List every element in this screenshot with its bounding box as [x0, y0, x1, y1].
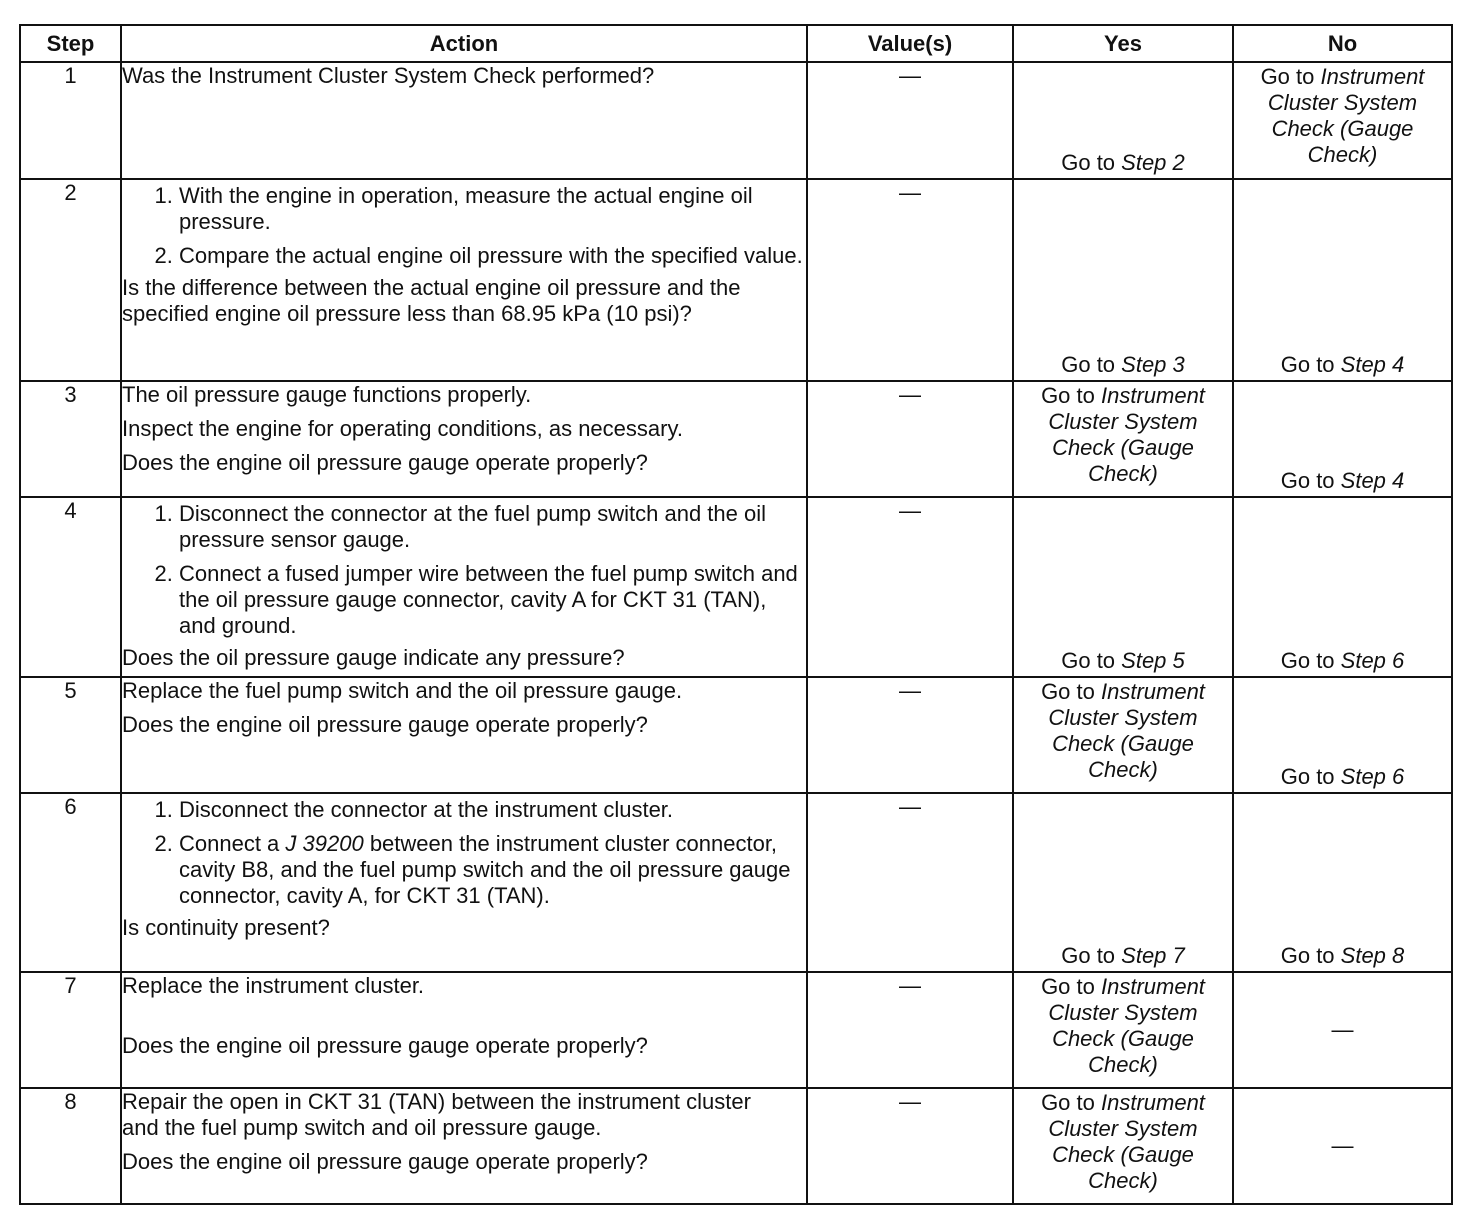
yes-link[interactable]: Go to Instrument Cluster System Check (Gauge Check) — [1041, 679, 1205, 782]
table-row — [20, 497, 1452, 677]
no-cell — [1233, 497, 1452, 677]
header-no: No — [1233, 25, 1452, 62]
value-cell: — — [807, 972, 1013, 1088]
list-item: 1. With the engine in operation, measure the actual engine oil pressure. — [179, 183, 806, 235]
yes-link[interactable]: Go to Step 2 — [1061, 150, 1185, 175]
no-link[interactable]: Go to Step 6 — [1280, 764, 1405, 789]
action-list — [122, 501, 806, 639]
yes-cell — [1013, 62, 1233, 179]
yes-cell — [1013, 497, 1233, 677]
action-question: Does the engine oil pressure gauge operate properly? — [122, 450, 648, 475]
table-row — [20, 381, 1452, 497]
value-cell: — — [807, 677, 1013, 793]
action-question: Does the oil pressure gauge indicate any pressure? — [122, 645, 625, 670]
no-cell — [1233, 179, 1452, 381]
action-cell — [121, 179, 807, 381]
table-row — [20, 793, 1452, 972]
no-value: — — [1331, 1133, 1354, 1158]
no-link[interactable]: Go to Step 4 — [1280, 468, 1405, 493]
table-row — [20, 677, 1452, 793]
tool-reference: J 39200 — [285, 831, 364, 856]
value-cell: — — [807, 381, 1013, 497]
step-number: 2 — [20, 179, 121, 381]
action-cell — [121, 677, 807, 793]
yes-cell — [1013, 972, 1233, 1088]
action-text: Repair the open in CKT 31 (TAN) between the instrument cluster and the fuel pump switch and oil pressure gauge. — [122, 1089, 751, 1140]
no-link[interactable]: Go to Instrument Cluster System Check (Gauge Check) — [1260, 64, 1425, 167]
action-text: Replace the instrument cluster. — [122, 973, 425, 998]
yes-cell — [1013, 179, 1233, 381]
list-item: 2. Connect a J 39200 between the instrument cluster connector, cavity B8, and the fuel pump switch and the oil pressure gauge connector, cavity A, for CKT 31 (TAN). — [179, 831, 806, 909]
step-number: 1 — [20, 62, 121, 179]
step-number: 3 — [20, 381, 121, 497]
no-cell — [1233, 677, 1452, 793]
action-cell — [121, 381, 807, 497]
no-cell — [1233, 62, 1452, 179]
action-list — [122, 797, 806, 909]
yes-cell — [1013, 677, 1233, 793]
step-number: 5 — [20, 677, 121, 793]
value-cell: — — [807, 793, 1013, 972]
step-number: 7 — [20, 972, 121, 1088]
yes-link[interactable]: Go to Instrument Cluster System Check (Gauge Check) — [1041, 1090, 1205, 1193]
table-row — [20, 179, 1452, 381]
yes-cell — [1013, 793, 1233, 972]
action-cell — [121, 62, 807, 179]
action-question: Does the engine oil pressure gauge operate properly? — [122, 1149, 648, 1174]
yes-cell — [1013, 1088, 1233, 1204]
yes-link[interactable]: Go to Step 3 — [1061, 352, 1185, 377]
action-cell — [121, 497, 807, 677]
list-item: 2. Compare the actual engine oil pressure with the specified value. — [179, 243, 806, 269]
no-cell — [1233, 1088, 1452, 1204]
action-question: Does the engine oil pressure gauge operate properly? — [122, 712, 648, 737]
list-item: 2. Connect a fused jumper wire between the fuel pump switch and the oil pressure gauge connector, cavity A for CKT 31 (TAN), and ground. — [179, 561, 806, 639]
no-value: — — [1331, 1017, 1354, 1042]
no-link[interactable]: Go to Step 8 — [1280, 943, 1405, 968]
yes-link[interactable]: Go to Instrument Cluster System Check (Gauge Check) — [1041, 974, 1205, 1077]
yes-link[interactable]: Go to Step 5 — [1061, 648, 1185, 673]
action-cell — [121, 1088, 807, 1204]
value-cell: — — [807, 179, 1013, 381]
action-question: Is the difference between the actual engine oil pressure and the specified engine oil pressure less than 68.95 kPa (10 psi)? — [122, 275, 741, 326]
value-cell: — — [807, 497, 1013, 677]
header-yes: Yes — [1013, 25, 1233, 62]
header-action: Action — [121, 25, 807, 62]
table-row — [20, 1088, 1452, 1204]
header-step: Step — [20, 25, 121, 62]
yes-cell — [1013, 381, 1233, 497]
no-link[interactable]: Go to Step 4 — [1280, 352, 1405, 377]
action-text: Inspect the engine for operating conditions, as necessary. — [122, 416, 683, 441]
action-cell — [121, 793, 807, 972]
table-row — [20, 972, 1452, 1088]
action-cell — [121, 972, 807, 1088]
action-list — [122, 183, 806, 269]
no-cell — [1233, 972, 1452, 1088]
diagnostic-table — [19, 24, 1453, 1205]
step-number: 4 — [20, 497, 121, 677]
table-row — [20, 62, 1452, 179]
header-values: Value(s) — [807, 25, 1013, 62]
no-cell — [1233, 793, 1452, 972]
list-item: 1. Disconnect the connector at the instrument cluster. — [179, 797, 806, 823]
yes-link[interactable]: Go to Instrument Cluster System Check (Gauge Check) — [1041, 383, 1205, 486]
yes-link[interactable]: Go to Step 7 — [1061, 943, 1185, 968]
value-cell: — — [807, 62, 1013, 179]
header-row — [20, 25, 1452, 62]
step-number: 6 — [20, 793, 121, 972]
action-question: Does the engine oil pressure gauge operate properly? — [122, 1033, 648, 1058]
action-text: Replace the fuel pump switch and the oil pressure gauge. — [122, 678, 683, 703]
value-cell: — — [807, 1088, 1013, 1204]
action-text: Was the Instrument Cluster System Check performed? — [122, 63, 655, 88]
list-item: 1. Disconnect the connector at the fuel pump switch and the oil pressure sensor gauge. — [179, 501, 806, 553]
action-question: Is continuity present? — [122, 915, 330, 940]
action-text: The oil pressure gauge functions properly. — [122, 382, 532, 407]
step-number: 8 — [20, 1088, 121, 1204]
no-cell — [1233, 381, 1452, 497]
no-link[interactable]: Go to Step 6 — [1280, 648, 1405, 673]
